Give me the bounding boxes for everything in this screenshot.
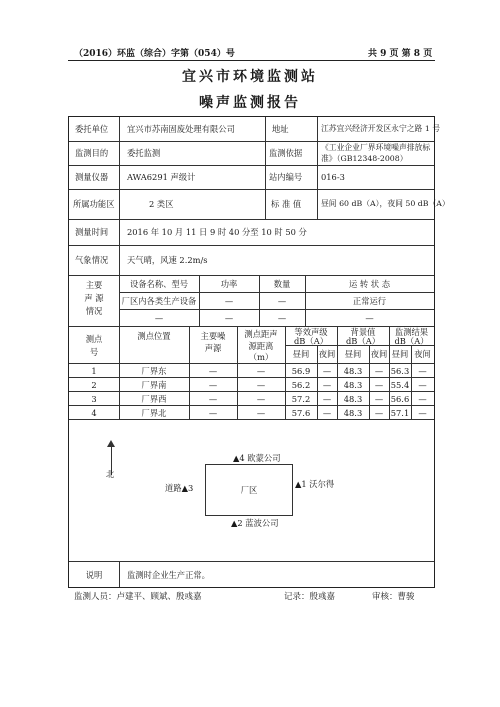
equiv-night-header: 夜间 (318, 349, 336, 359)
page-info: 共 9 页 第 8 页 (368, 49, 433, 59)
table-row-1-bg-day: 48.3 (343, 366, 363, 376)
table-row-2-eq-day: 56.2 (291, 380, 311, 390)
document-number: （2016）环监（综合）字第（054）号 (74, 49, 235, 59)
table-row-2-location: 厂界南 (141, 380, 167, 390)
source-row2-status: — (365, 313, 374, 323)
report-title-sub: 噪声监测报告 (199, 95, 301, 111)
sources-label-3: 情况 (85, 306, 103, 316)
footer-monitors: 监测人员：卢建平、顾斌、殷彧嘉 (74, 592, 202, 602)
weather-value: 天气晴，风速 2.2m/s (127, 255, 208, 265)
basis-value-line1: 《工业企业厂界环境噪声排放标 (321, 143, 431, 152)
table-row-4-source: — (208, 408, 218, 418)
results-h-point-1: 测点 (85, 334, 103, 344)
table-row-4-res-day: 57.1 (390, 408, 410, 418)
source-row2-count: — (277, 313, 287, 323)
standard-label: 标 准 值 (271, 199, 302, 209)
basis-value-line2: 准》（GB12348-2008） (321, 154, 408, 163)
table-row-3-res-day: 56.6 (390, 394, 410, 404)
notes-label: 说明 (85, 570, 103, 580)
table-row-2-res-day: 55.4 (390, 380, 410, 390)
source-row1-status: 正常运行 (352, 296, 387, 306)
table-row-2-bg-night: — (374, 380, 384, 390)
results-h-result-1: 监测结果 (394, 327, 429, 337)
table-row-3-no: 3 (91, 394, 97, 404)
station-no-label: 站内编号 (269, 172, 303, 182)
instrument-label: 测量仪器 (75, 172, 109, 182)
table-row-2-eq-night: — (322, 380, 332, 390)
table-row-2-res-night: — (418, 380, 427, 390)
table-row-3-bg-night: — (374, 394, 384, 404)
purpose-label: 监测目的 (75, 148, 109, 158)
table-row-3-location: 厂界西 (141, 394, 167, 404)
table-row-2-bg-day: 48.3 (343, 380, 363, 390)
factory-label: 厂区 (240, 485, 258, 495)
results-h-source-2: 声源 (204, 343, 222, 353)
table-row-2-distance: — (256, 380, 266, 390)
address-label: 地址 (272, 124, 289, 134)
point-3-label: 道路▲3 (165, 483, 194, 493)
purpose-value: 委托监测 (127, 148, 161, 158)
table-row-1-bg-night: — (374, 366, 384, 376)
client-value: 宜兴市苏南固废处理有限公司 (127, 124, 235, 134)
source-row1-power: — (224, 296, 234, 306)
footer-reviewer: 审核：曹骏 (372, 592, 415, 602)
table-row-1-no: 1 (91, 366, 97, 376)
result-day-header: 昼间 (391, 349, 409, 359)
table-row-3-distance: — (256, 394, 266, 404)
results-h-result-2: dB（A） (394, 336, 429, 346)
report-title-main: 宜兴市环境监测站 (182, 69, 318, 85)
table-row-3-eq-night: — (322, 394, 332, 404)
table-row-1-eq-day: 56.9 (291, 366, 311, 376)
table-row-3-res-night: — (418, 394, 427, 404)
sources-label-1: 主要 (85, 280, 103, 290)
client-label: 委托单位 (75, 124, 109, 134)
table-row-1-res-day: 56.3 (390, 366, 410, 376)
results-h-location: 测点位置 (137, 331, 171, 341)
table-row-3-eq-day: 57.2 (291, 394, 311, 404)
results-h-distance-2: 源距离 (248, 341, 274, 351)
header-rule (68, 60, 435, 61)
source-row2-name: — (154, 313, 164, 323)
results-h-source-1: 主要噪 (200, 331, 226, 341)
time-label: 测量时间 (75, 227, 109, 237)
table-row-4-no: 4 (91, 408, 97, 418)
source-row2-power: — (224, 313, 234, 323)
table-row-4-eq-night: — (322, 408, 332, 418)
source-row1-name: 厂区内各类生产设备 (121, 296, 197, 306)
basis-label: 监测依据 (269, 148, 303, 158)
results-h-point-2: 号 (89, 347, 99, 357)
table-row-4-bg-night: — (374, 408, 384, 418)
table-row-1-eq-night: — (322, 366, 332, 376)
sources-col-status: 运 转 状 态 (348, 279, 391, 289)
instrument-value: AWA6291 声级计 (127, 172, 196, 182)
table-row-3-source: — (208, 394, 218, 404)
north-label: 北 (106, 469, 115, 479)
point-2-label: ▲2 蓝波公司 (231, 518, 279, 528)
north-arrow-head (107, 440, 115, 447)
table-row-4-eq-day: 57.6 (291, 408, 311, 418)
zone-label: 所属功能区 (73, 199, 115, 209)
results-h-equiv-2: dB（A） (294, 336, 328, 346)
footer-recorder: 记录：殷彧嘉 (284, 592, 336, 602)
results-h-background-2: dB（A） (346, 336, 380, 346)
table-row-4-bg-day: 48.3 (343, 408, 363, 418)
table-row-3-bg-day: 48.3 (343, 394, 363, 404)
results-h-equiv-1: 等效声级 (294, 327, 328, 337)
background-day-header: 昼间 (344, 349, 362, 359)
sources-col-power: 功率 (220, 279, 238, 289)
point-1-label: ▲1 沃尔得 (295, 479, 335, 489)
results-h-background-1: 背景值 (350, 327, 376, 337)
point-4-label: ▲4 欧蒙公司 (233, 453, 281, 463)
weather-label: 气象情况 (75, 255, 109, 265)
report-table (68, 116, 450, 588)
table-row-4-location: 厂界北 (141, 408, 167, 418)
sources-col-name: 设备名称、型号 (129, 279, 189, 289)
table-row-1-distance: — (256, 366, 266, 376)
table-row-4-res-night: — (418, 408, 427, 418)
result-night-header: 夜间 (414, 349, 431, 359)
notes-value: 监测时企业生产正常。 (127, 570, 210, 580)
station-no-value: 016-3 (321, 172, 345, 182)
background-night-header: 夜间 (370, 349, 388, 359)
results-h-distance-3: （m） (248, 352, 274, 362)
address-value: 江苏宜兴经济开发区永宁之路 1 号 (321, 124, 441, 133)
results-h-distance-1: 测点距声 (244, 329, 278, 339)
time-value: 2016 年 10 月 11 日 9 时 40 分至 10 时 50 分 (127, 227, 307, 237)
table-row-2-no: 2 (91, 380, 97, 390)
sources-col-count: 数量 (273, 279, 291, 289)
table-row-4-distance: — (256, 408, 266, 418)
standard-value: 昼间 60 dB（A），夜间 50 dB（A） (321, 199, 450, 208)
equiv-day-header: 昼间 (292, 349, 310, 359)
table-row-1-res-night: — (418, 366, 427, 376)
zone-value: 2 类区 (149, 199, 174, 209)
table-row-1-source: — (208, 366, 218, 376)
table-row-1-location: 厂界东 (141, 366, 167, 376)
sources-label-2: 声 源 (84, 293, 104, 303)
source-row1-count: — (277, 296, 287, 306)
table-row-2-source: — (208, 380, 218, 390)
